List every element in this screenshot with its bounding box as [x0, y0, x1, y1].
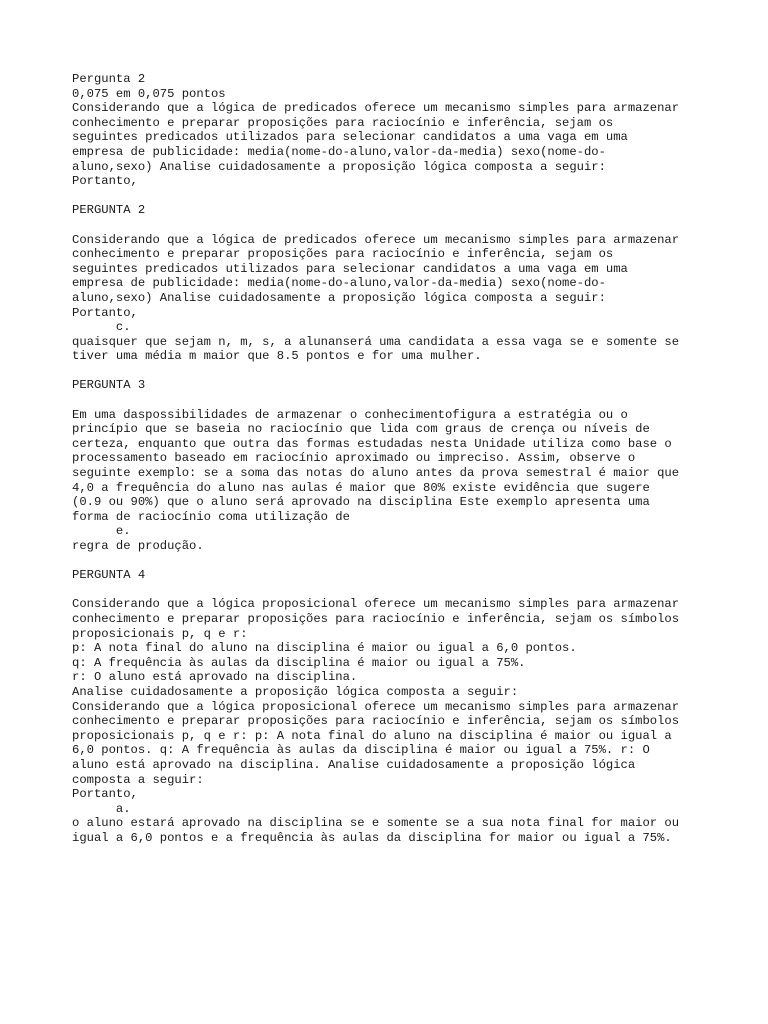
statement-line: conhecimento e preparar proposições para raciocínio e inferência, sejam os [72, 115, 614, 130]
statement-line: seguintes predicados utilizados para selecionar candidatos a uma vaga em uma [72, 130, 628, 145]
question-body-line: proposicionais p, q e r: [72, 626, 248, 641]
question-number: Pergunta 2 [72, 72, 146, 86]
question-body-line: p: A nota final do aluno na disciplina é maior ou igual a 6,0 pontos. [72, 641, 577, 656]
question-body-line: Considerando que a lógica proposicional oferece um mecanismo simples para armazenar [72, 699, 680, 714]
question-body-line: conhecimento e preparar proposições para raciocínio e inferência, sejam os [72, 247, 614, 262]
question-title: PERGUNTA 4 [72, 568, 146, 583]
question-body-line: q: A frequência às aulas da disciplina é maior ou igual a 75%. [72, 655, 526, 670]
answer-text-line: o aluno estará aprovado na disciplina se e somente se a sua nota final for maior ou [72, 816, 680, 831]
question-body-line: seguinte exemplo: se a soma das notas do aluno antes da prova semestral é maior que [72, 466, 680, 481]
answer-text-line: tiver uma média m maior que 8.5 pontos e for uma mulher. [72, 349, 482, 364]
question-title: PERGUNTA 3 [72, 378, 146, 393]
question-body-line: seguintes predicados utilizados para selecionar candidatos a uma vaga em uma [72, 261, 628, 276]
question-body-line: proposicionais p, q e r: p: A nota final do aluno na disciplina é maior ou igual a [72, 728, 672, 743]
document-page [72, 72, 712, 845]
question-body-line: Considerando que a lógica proposicional oferece um mecanismo simples para armazenar [72, 597, 680, 612]
question-body-line: r: O aluno está aprovado na disciplina. [72, 670, 358, 685]
statement-line: aluno,sexo) Analise cuidadosamente a proposição lógica composta a seguir: [72, 159, 606, 174]
question-body-line: forma de raciocínio coma utilização de [72, 509, 350, 524]
question-body-line: processamento baseado em raciocínio aproximado ou impreciso. Assim, observe o [72, 451, 636, 466]
question-score: 0,075 em 0,075 pontos [72, 86, 226, 101]
question-body-line: aluno,sexo) Analise cuidadosamente a proposição lógica composta a seguir: [72, 290, 606, 305]
question-body-line: 6,0 pontos. q: A frequência às aulas da disciplina é maior ou igual a 75%. r: O [72, 743, 650, 758]
question-body-line: Analise cuidadosamente a proposição lógica composta a seguir: [72, 684, 519, 699]
question-title: PERGUNTA 2 [72, 203, 146, 218]
question-body-line: 4,0 a frequência do aluno nas aulas é maior que 80% existe evidência que sugere [72, 480, 650, 495]
question-body-line: empresa de publicidade: media(nome-do-aluno,valor-da-media) sexo(nome-do- [72, 276, 606, 291]
question-body-line: Portanto, [72, 305, 138, 320]
question-body-line: (0.9 ou 90%) que o aluno será aprovado na disciplina Este exemplo apresenta uma [72, 495, 650, 510]
question-body-line: Considerando que a lógica de predicados oferece um mecanismo simples para armazenar [72, 232, 680, 247]
question-body-line: conhecimento e preparar proposições para raciocínio e inferência, sejam os símbolos [72, 714, 680, 729]
answer-option-letter: a. [72, 801, 131, 816]
question-body-line: composta a seguir: [72, 772, 204, 787]
question-body-line: Portanto, [72, 787, 138, 802]
answer-option-letter: c. [72, 320, 131, 335]
answer-option-letter: e. [72, 524, 131, 539]
answer-text-line: regra de produção. [72, 539, 204, 553]
statement-line: Portanto, [72, 174, 138, 189]
question-body-line: conhecimento e preparar proposições para raciocínio e inferência, sejam os símbolos [72, 611, 680, 626]
statement-line: empresa de publicidade: media(nome-do-aluno,valor-da-media) sexo(nome-do- [72, 144, 606, 159]
statement-line: Considerando que a lógica de predicados oferece um mecanismo simples para armazenar [72, 101, 680, 116]
answer-text-line: igual a 6,0 pontos e a frequência às aulas da disciplina for maior ou igual a 75%. [72, 830, 672, 845]
answer-text-line: quaisquer que sejam n, m, s, a alunanserá uma candidata a essa vaga se e somente se [72, 334, 680, 349]
question-body-line: aluno está aprovado na disciplina. Analise cuidadosamente a proposição lógica [72, 757, 636, 772]
question-body-line: Em uma daspossibilidades de armazenar o conhecimentofigura a estratégia ou o [72, 407, 628, 422]
question-body-line: certeza, enquanto que outra das formas estudadas nesta Unidade utiliza como base o [72, 436, 672, 451]
question-body-line: princípio que se baseia no raciocínio que lida com graus de crença ou níveis de [72, 422, 650, 437]
